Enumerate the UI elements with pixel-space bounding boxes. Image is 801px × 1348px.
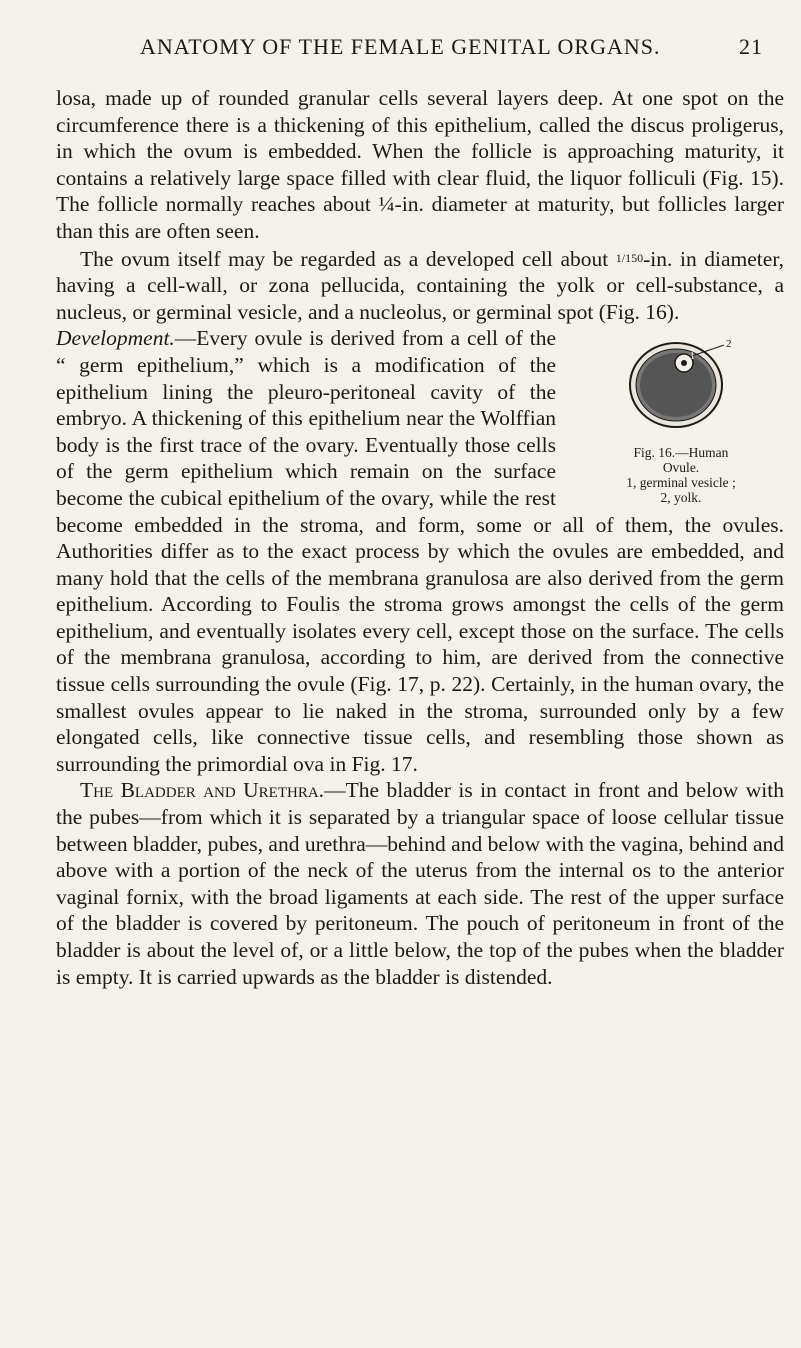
page-number: 21 <box>739 34 763 59</box>
ovule-illustration <box>622 329 740 437</box>
figure-label-germinal-vesicle: 1 <box>690 351 695 363</box>
running-title: ANATOMY OF THE FEMALE GENITAL ORGANS. <box>140 34 661 59</box>
caption-key-2: 2, yolk. <box>660 490 702 506</box>
paragraph-follicle: losa, made up of rounded granular cells several layers deep. At one spot on the circumference there is a thickening of this epithelium, called the discus proligerus, in which the ovum is embedded. When the follicle is approaching maturity, it contains a relatively large space filled with clear fluid, the liquor folliculi (Fig. 15). The follicle normally reaches about ¼-in. diameter at maturity, but follicles larger than this are often seen. <box>56 86 784 243</box>
bladder-text: —The bladder is in contact in front and below with the pubes—from which it is separated by a triangular space of loose cellular tissue between bladder, pubes, and urethra—behind and below with the vagina, behind and above with a portion of the neck of the uterus from the internal os to the anterior vaginal fornix, with the broad ligaments at each side. The rest of the upper surface of the bladder is covered by peritoneum. The pouch of peritoneum in front of the bladder is about the level of, or a little below, the top of the pubes when the bladder is empty. It is carried upwards as the bladder is distended. <box>56 778 784 989</box>
figure-human-ovule <box>570 329 792 505</box>
caption-subtitle: Ovule. <box>662 460 700 476</box>
paragraph-ovum <box>56 245 784 326</box>
section-heading-bladder: The Bladder and Urethra. <box>80 778 325 803</box>
paragraph-bladder <box>56 777 784 990</box>
caption-title: Fig. 16.—Human <box>633 445 729 461</box>
ovum-text-end: -in. in diameter, having a cell-wall, or zona pellucida, containing the yolk or cell-substance, a nucleus, or germinal vesicle, and a nucleolus, or germinal spot (Fig. 16). <box>56 246 784 324</box>
development-text: —Every ovule is derived from a cell of the “ germ epithelium,” which is a modification of the epithelium lining the pleuro-peritoneal cavity of the embryo. A thickening of this epithelium near the Wolffian body is the first trace of the ovary. Eventually those cells of the germ epithelium which remain on the surface become the cubical epithelium of the ovary, while the rest become embedded in the stroma, and form, some or all of them, the ovules. Authorities differ as to the exact process by which the ovules are embedded, and many hold that the cells of the membrana granulosa are also derived from the germ epithelium. According to Foulis the stroma grows amongst the cells of the germ epithelium, and eventually isolates every cell, except those on the surface. The cells of the membrana granulosa, according to him, are derived from the connective tissue cells surrounding the ovule (Fig. 17, p. 22). Certainly, in the human ovary, the smallest ovules appear to lie naked in the stroma, surrounded only by a few elongated cells, like connective tissue cells, and resembling those shown as surrounding the primordial ova in Fig. 17. <box>56 326 784 776</box>
ovum-text-start: The ovum itself may be regarded as a developed cell about <box>80 246 616 271</box>
caption-key-1: 1, germinal vesicle ; <box>626 475 736 491</box>
ovum-size-fraction: 1/150 <box>615 250 644 265</box>
figure-caption <box>570 445 792 505</box>
body-text <box>56 85 784 990</box>
figure-label-yolk: 2 <box>726 338 732 351</box>
section-heading-development: Development. <box>56 326 175 351</box>
